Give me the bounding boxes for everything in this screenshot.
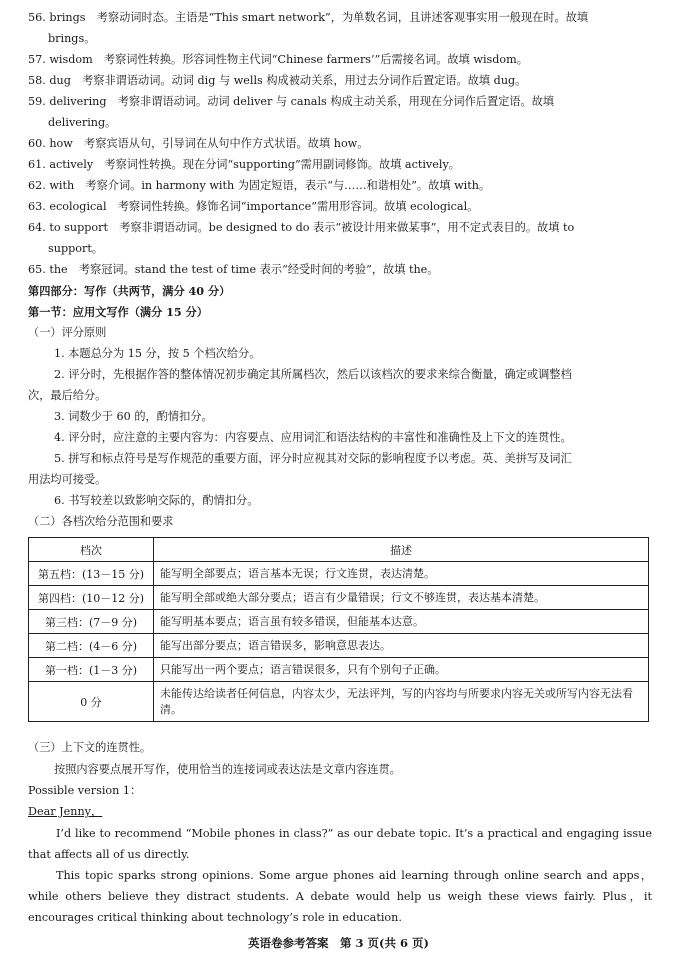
header-desc: 描述: [154, 538, 649, 562]
answer-56-line1: 56. brings 考察动词时态。主语是“This smart network”，为单数名词，且讲述客观事实用一般现在时。故填: [28, 11, 589, 24]
level-cell: 第五档：(13－15 分): [29, 562, 154, 586]
salutation: Dear Jenny，: [28, 805, 103, 818]
desc-cell: 能写明全部或绝大部分要点；语言有少量错误；行文不够连贯，表达基本清楚。: [154, 586, 649, 610]
coherence-text: 按照内容要点展开写作，使用恰当的连接词或表达法是文章内容连贯。: [54, 763, 401, 776]
answer-56-line2: brings。: [48, 32, 96, 45]
answer-59-line1: 59. delivering 考察非谓语动词。动词 deliver 与 canals 构成主动关系，用现在分词作后置定语。故填: [28, 95, 555, 108]
table-row: [29, 586, 649, 610]
principle-4: 4. 评分时，应注意的主要内容为：内容要点、应用词汇和语法结构的丰富性和准确性及上下文的连贯性。: [54, 431, 572, 444]
table-row: [29, 682, 649, 722]
level-cell: 第三档：(7－9 分): [29, 610, 154, 634]
answer-64-line2: support。: [48, 242, 104, 255]
desc-cell: 能写出部分要点；语言错误多，影响意思表达。: [154, 634, 649, 658]
level-cell: 第一档：(1－3 分): [29, 658, 154, 682]
section1-title: 第一节：应用文写作（满分 15 分）: [28, 305, 208, 319]
levels-title: （二）各档次给分范围和要求: [28, 515, 174, 528]
page-footer: 英语卷参考答案 第 3 页(共 6 页): [248, 936, 429, 950]
desc-cell: 只能写出一两个要点；语言错误很多，只有个别句子正确。: [154, 658, 649, 682]
principle-5-line2: 用法均可接受。: [28, 473, 107, 486]
principle-3: 3. 词数少于 60 的，酌情扣分。: [54, 410, 213, 423]
answer-64-line1: 64. to support 考察非谓语动词。be designed to do 表示“被设计用来做某事”，用不定式表目的。故填 to: [28, 221, 575, 234]
header-level: 档次: [29, 538, 154, 562]
principle-1: 1. 本题总分为 15 分，按 5 个档次给分。: [54, 347, 261, 360]
answer-59-line2: delivering。: [48, 116, 117, 129]
table-row: [29, 658, 649, 682]
table-row: [29, 562, 649, 586]
section4-title: 第四部分：写作（共两节，满分 40 分）: [28, 284, 231, 298]
table-row: [29, 634, 649, 658]
answer-65: 65. the 考察冠词。stand the test of time 表示“经受时间的考验”，故填 the。: [28, 263, 439, 276]
answer-58: 58. dug 考察非谓语动词。动词 dig 与 wells 构成被动关系，用过去分词作后置定语。故填 dug。: [28, 74, 527, 87]
answer-63: 63. ecological 考察词性转换。修饰名词“importance”需用形容词。故填 ecological。: [28, 200, 479, 213]
coherence-title: （三）上下文的连贯性。: [28, 741, 152, 754]
principle-2-line1: 2. 评分时，先根据作答的整体情况初步确定其所属档次，然后以该档次的要求来综合衡量，确定或调整档: [54, 368, 572, 381]
desc-cell: 未能传达给读者任何信息，内容太少，无法评判，写的内容均与所要求内容无关或所写内容无法看清。: [154, 682, 649, 722]
letter-paragraph-2: [28, 865, 652, 928]
principle-6: 6. 书写较差以致影响交际的，酌情扣分。: [54, 494, 259, 507]
answer-61: 61. actively 考察词性转换。现在分词“supporting”需用副词修饰。故填 actively。: [28, 158, 460, 171]
table-header-row: [29, 538, 649, 562]
answer-60: 60. how 考察宾语从句，引导词在从句中作方式状语。故填 how。: [28, 137, 369, 150]
letter-paragraph-2-text: This topic sparks strong opinions. Some argue phones aid learning through online search and apps，while others believe they distract students. A debate would help us weigh these views fairly. Plus，it encourages critical thinking about technology’s role in education.: [28, 869, 652, 924]
answer-57: 57. wisdom 考察词性转换。形容词性物主代词“Chinese farmers’”后需接名词。故填 wisdom。: [28, 53, 528, 66]
scoring-table: [28, 537, 649, 722]
answer-62: 62. with 考察介词。in harmony with 为固定短语，表示“与……和谐相处”。故填 with。: [28, 179, 491, 192]
level-cell: 第四档：(10－12 分): [29, 586, 154, 610]
level-cell: 第二档：(4－6 分): [29, 634, 154, 658]
letter-paragraph-1: [28, 823, 652, 865]
desc-cell: 能写明全部要点；语言基本无误；行文连贯，表达清楚。: [154, 562, 649, 586]
version-label: Possible version 1：: [28, 784, 142, 797]
principle-5-line1: 5. 拼写和标点符号是写作规范的重要方面，评分时应视其对交际的影响程度予以考虑。英、美拼写及词汇: [54, 452, 572, 465]
desc-cell: 能写明基本要点；语言虽有较多错误，但能基本达意。: [154, 610, 649, 634]
letter-paragraph-1-text: I’d like to recommend “Mobile phones in class?” as our debate topic. It’s a practical and engaging issue that affects all of us directly.: [28, 827, 652, 861]
level-cell: 0 分: [29, 682, 154, 722]
principle-2-line2: 次，最后给分。: [28, 389, 107, 402]
table-row: [29, 610, 649, 634]
principles-title: （一）评分原则: [28, 326, 107, 339]
